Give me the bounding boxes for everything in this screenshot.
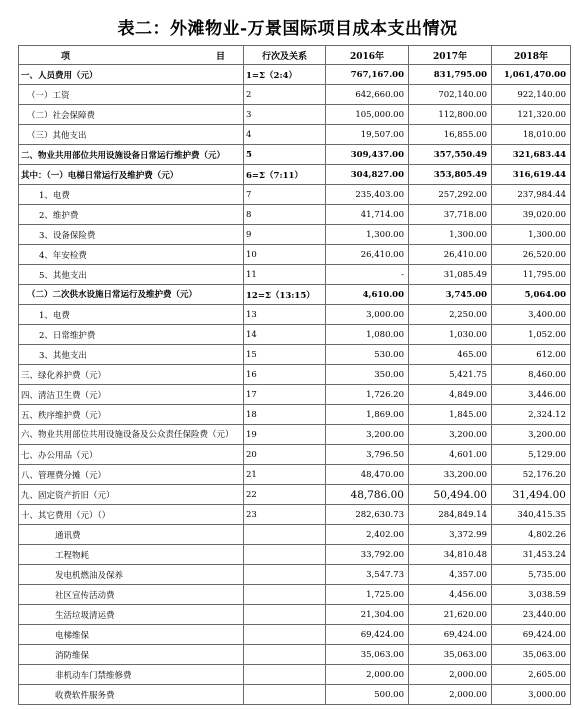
table-row <box>19 65 571 85</box>
header-item-right: 目 <box>215 51 225 62</box>
row-item-name: 3、其他支出 <box>19 345 244 365</box>
row-seq: 16 <box>244 365 326 385</box>
row-value-2017: 112,800.00 <box>409 105 492 125</box>
row-seq <box>244 525 326 545</box>
row-seq: 8 <box>244 205 326 225</box>
row-seq: 20 <box>244 445 326 465</box>
header-item <box>19 46 244 65</box>
row-value-2018: 26,520.00 <box>492 245 571 265</box>
row-value-2017: 34,810.48 <box>409 545 492 565</box>
row-item-name: 四、清洁卫生费（元） <box>19 385 244 405</box>
row-value-2016: 1,869.00 <box>326 405 409 425</box>
row-seq: 23 <box>244 505 326 525</box>
page-title: 表二：外滩物业-万景国际项目成本支出情况 <box>117 19 458 39</box>
row-value-2018: 1,052.00 <box>492 325 571 345</box>
row-value-2016: 105,000.00 <box>326 105 409 125</box>
table-row <box>19 285 571 305</box>
row-value-2017: 831,795.00 <box>409 65 492 85</box>
row-value-2017: 357,550.49 <box>409 145 492 165</box>
table-row <box>19 145 571 165</box>
row-value-2017: 31,085.49 <box>409 265 492 285</box>
row-seq: 7 <box>244 185 326 205</box>
row-seq: 21 <box>244 465 326 485</box>
row-value-2017: 702,140.00 <box>409 85 492 105</box>
row-value-2016: 1,300.00 <box>326 225 409 245</box>
row-value-2017: 2,250.00 <box>409 305 492 325</box>
row-seq: 9 <box>244 225 326 245</box>
header-item-left: 项 <box>61 51 71 62</box>
row-item-name: 十、其它费用（元）（） <box>19 505 244 525</box>
row-value-2018: 2,605.00 <box>492 665 571 685</box>
row-value-2016: 21,304.00 <box>326 605 409 625</box>
row-value-2017: 353,805.49 <box>409 165 492 185</box>
table-row <box>19 485 571 505</box>
row-item-name: 生活垃圾清运费 <box>19 605 244 625</box>
row-value-2018: 52,176.20 <box>492 465 571 485</box>
row-value-2017: 35,063.00 <box>409 645 492 665</box>
row-value-2016: 3,547.73 <box>326 565 409 585</box>
row-item-name: 通讯费 <box>19 525 244 545</box>
row-item-name: 二、物业共用部位共用设施设备日常运行维护费（元） <box>19 145 244 165</box>
row-value-2018: 2,324.12 <box>492 405 571 425</box>
row-seq: 12=Σ（13:15） <box>244 285 326 305</box>
table-row <box>19 505 571 525</box>
row-value-2016: 48,470.00 <box>326 465 409 485</box>
row-value-2017: 2,000.00 <box>409 685 492 705</box>
row-value-2016: 282,630.73 <box>326 505 409 525</box>
table-row <box>19 525 571 545</box>
row-item-name: 5、其他支出 <box>19 265 244 285</box>
row-value-2018: 35,063.00 <box>492 645 571 665</box>
row-seq: 10 <box>244 245 326 265</box>
header-2017: 2017年 <box>409 46 492 65</box>
table-row <box>19 445 571 465</box>
row-value-2018: 18,010.00 <box>492 125 571 145</box>
table-body <box>19 65 571 705</box>
row-value-2018: 3,446.00 <box>492 385 571 405</box>
row-value-2017: 3,372.99 <box>409 525 492 545</box>
row-value-2016: 26,410.00 <box>326 245 409 265</box>
row-item-name: 4、年安检费 <box>19 245 244 265</box>
row-seq: 11 <box>244 265 326 285</box>
row-item-name: 收费软件服务费 <box>19 685 244 705</box>
row-value-2017: 37,718.00 <box>409 205 492 225</box>
row-value-2016: 1,725.00 <box>326 585 409 605</box>
row-value-2016: 3,796.50 <box>326 445 409 465</box>
row-value-2016: 304,827.00 <box>326 165 409 185</box>
table-row <box>19 185 571 205</box>
row-value-2018: 5,735.00 <box>492 565 571 585</box>
row-seq <box>244 665 326 685</box>
row-item-name: 1、电费 <box>19 305 244 325</box>
row-value-2017: 1,845.00 <box>409 405 492 425</box>
header-2018: 2018年 <box>492 46 571 65</box>
row-item-name: 2、维护费 <box>19 205 244 225</box>
row-value-2018: 5,064.00 <box>492 285 571 305</box>
row-seq: 2 <box>244 85 326 105</box>
row-value-2018: 340,415.35 <box>492 505 571 525</box>
row-seq: 17 <box>244 385 326 405</box>
row-value-2017: 50,494.00 <box>409 485 492 505</box>
row-item-name: 1、电费 <box>19 185 244 205</box>
row-value-2017: 4,601.00 <box>409 445 492 465</box>
row-value-2018: 237,984.44 <box>492 185 571 205</box>
row-value-2017: 4,849.00 <box>409 385 492 405</box>
table-row <box>19 245 571 265</box>
row-value-2018: 4,802.26 <box>492 525 571 545</box>
table-row <box>19 625 571 645</box>
row-value-2016: 3,000.00 <box>326 305 409 325</box>
table-row <box>19 545 571 565</box>
table-row <box>19 265 571 285</box>
row-value-2016: 4,610.00 <box>326 285 409 305</box>
row-value-2018: 69,424.00 <box>492 625 571 645</box>
row-item-name: 社区宣传活动费 <box>19 585 244 605</box>
row-value-2018: 3,200.00 <box>492 425 571 445</box>
row-value-2016: 1,726.20 <box>326 385 409 405</box>
table-row <box>19 585 571 605</box>
row-value-2018: 321,683.44 <box>492 145 571 165</box>
row-value-2018: 1,300.00 <box>492 225 571 245</box>
row-value-2016: 3,200.00 <box>326 425 409 445</box>
row-value-2016: 19,507.00 <box>326 125 409 145</box>
row-value-2017: 4,456.00 <box>409 585 492 605</box>
row-seq: 4 <box>244 125 326 145</box>
row-value-2017: 16,855.00 <box>409 125 492 145</box>
row-value-2016: 1,080.00 <box>326 325 409 345</box>
row-item-name: 一、人员费用（元） <box>19 65 244 85</box>
row-seq: 3 <box>244 105 326 125</box>
row-value-2016: 350.00 <box>326 365 409 385</box>
row-item-name: （三）其他支出 <box>19 125 244 145</box>
table-row <box>19 425 571 445</box>
row-value-2018: 3,400.00 <box>492 305 571 325</box>
row-value-2017: 4,357.00 <box>409 565 492 585</box>
table-row <box>19 465 571 485</box>
row-value-2018: 39,020.00 <box>492 205 571 225</box>
row-value-2017: 284,849.14 <box>409 505 492 525</box>
row-item-name: 发电机燃油及保养 <box>19 565 244 585</box>
header-seq: 行次及关系 <box>244 46 326 65</box>
table-row <box>19 305 571 325</box>
row-value-2017: 69,424.00 <box>409 625 492 645</box>
table-row <box>19 665 571 685</box>
row-seq <box>244 685 326 705</box>
table-row <box>19 105 571 125</box>
row-value-2016: 642,660.00 <box>326 85 409 105</box>
row-value-2016: 530.00 <box>326 345 409 365</box>
row-item-name: 七、办公用品（元） <box>19 445 244 465</box>
row-item-name: 2、日常维护费 <box>19 325 244 345</box>
row-value-2017: 1,300.00 <box>409 225 492 245</box>
row-value-2017: 26,410.00 <box>409 245 492 265</box>
table-row <box>19 685 571 705</box>
row-seq: 15 <box>244 345 326 365</box>
row-value-2018: 31,453.24 <box>492 545 571 565</box>
table-row <box>19 645 571 665</box>
row-seq: 1=Σ（2:4） <box>244 65 326 85</box>
row-item-name: 其中：（一）电梯日常运行及维护费（元） <box>19 165 244 185</box>
row-seq: 18 <box>244 405 326 425</box>
row-value-2016: 500.00 <box>326 685 409 705</box>
row-item-name: 五、秩序维护费（元） <box>19 405 244 425</box>
row-seq: 6=Σ（7:11） <box>244 165 326 185</box>
table-row <box>19 345 571 365</box>
row-item-name: 工程物耗 <box>19 545 244 565</box>
row-seq <box>244 585 326 605</box>
row-item-name: 九、固定资产折旧（元） <box>19 485 244 505</box>
row-item-name: 非机动车门禁维修费 <box>19 665 244 685</box>
table-row <box>19 165 571 185</box>
row-value-2016: 35,063.00 <box>326 645 409 665</box>
table-header-row <box>19 46 571 65</box>
row-value-2016: 2,000.00 <box>326 665 409 685</box>
row-seq: 19 <box>244 425 326 445</box>
table-row <box>19 225 571 245</box>
cost-table <box>18 45 571 705</box>
table-row <box>19 85 571 105</box>
row-value-2018: 922,140.00 <box>492 85 571 105</box>
row-item-name: 消防维保 <box>19 645 244 665</box>
row-value-2016: 69,424.00 <box>326 625 409 645</box>
row-value-2016: - <box>326 265 409 285</box>
row-value-2018: 121,320.00 <box>492 105 571 125</box>
row-item-name: 3、设备保险费 <box>19 225 244 245</box>
row-item-name: 电梯维保 <box>19 625 244 645</box>
row-value-2017: 3,745.00 <box>409 285 492 305</box>
row-value-2017: 1,030.00 <box>409 325 492 345</box>
row-item-name: （二）社会保障费 <box>19 105 244 125</box>
row-seq: 5 <box>244 145 326 165</box>
row-item-name: （二）二次供水设施日常运行及维护费（元） <box>19 285 244 305</box>
row-value-2016: 767,167.00 <box>326 65 409 85</box>
row-value-2018: 11,795.00 <box>492 265 571 285</box>
row-value-2018: 316,619.44 <box>492 165 571 185</box>
row-value-2017: 5,421.75 <box>409 365 492 385</box>
table-row <box>19 565 571 585</box>
row-seq: 22 <box>244 485 326 505</box>
row-value-2018: 23,440.00 <box>492 605 571 625</box>
row-seq: 13 <box>244 305 326 325</box>
row-item-name: 六、物业共用部位共用设施设备及公众责任保险费（元） <box>19 425 244 445</box>
row-item-name: 三、绿化养护费（元） <box>19 365 244 385</box>
row-value-2017: 3,200.00 <box>409 425 492 445</box>
row-seq <box>244 625 326 645</box>
row-value-2016: 41,714.00 <box>326 205 409 225</box>
row-item-name: （一）工资 <box>19 85 244 105</box>
row-value-2017: 2,000.00 <box>409 665 492 685</box>
table-row <box>19 385 571 405</box>
row-seq <box>244 545 326 565</box>
row-seq <box>244 565 326 585</box>
row-value-2018: 3,038.59 <box>492 585 571 605</box>
row-seq <box>244 605 326 625</box>
row-value-2018: 31,494.00 <box>492 485 571 505</box>
table-row <box>19 365 571 385</box>
row-value-2017: 257,292.00 <box>409 185 492 205</box>
header-2016: 2016年 <box>326 46 409 65</box>
table-row <box>19 125 571 145</box>
row-value-2016: 33,792.00 <box>326 545 409 565</box>
row-value-2017: 21,620.00 <box>409 605 492 625</box>
table-row <box>19 325 571 345</box>
row-item-name: 八、管理费分摊（元） <box>19 465 244 485</box>
row-value-2016: 235,403.00 <box>326 185 409 205</box>
row-value-2018: 5,129.00 <box>492 445 571 465</box>
row-value-2018: 8,460.00 <box>492 365 571 385</box>
row-value-2017: 465.00 <box>409 345 492 365</box>
row-value-2018: 3,000.00 <box>492 685 571 705</box>
table-row <box>19 605 571 625</box>
table-row <box>19 405 571 425</box>
row-value-2017: 33,200.00 <box>409 465 492 485</box>
row-value-2016: 309,437.00 <box>326 145 409 165</box>
row-seq: 14 <box>244 325 326 345</box>
row-seq <box>244 645 326 665</box>
row-value-2016: 48,786.00 <box>326 485 409 505</box>
table-row <box>19 205 571 225</box>
row-value-2018: 612.00 <box>492 345 571 365</box>
row-value-2018: 1,061,470.00 <box>492 65 571 85</box>
row-value-2016: 2,402.00 <box>326 525 409 545</box>
